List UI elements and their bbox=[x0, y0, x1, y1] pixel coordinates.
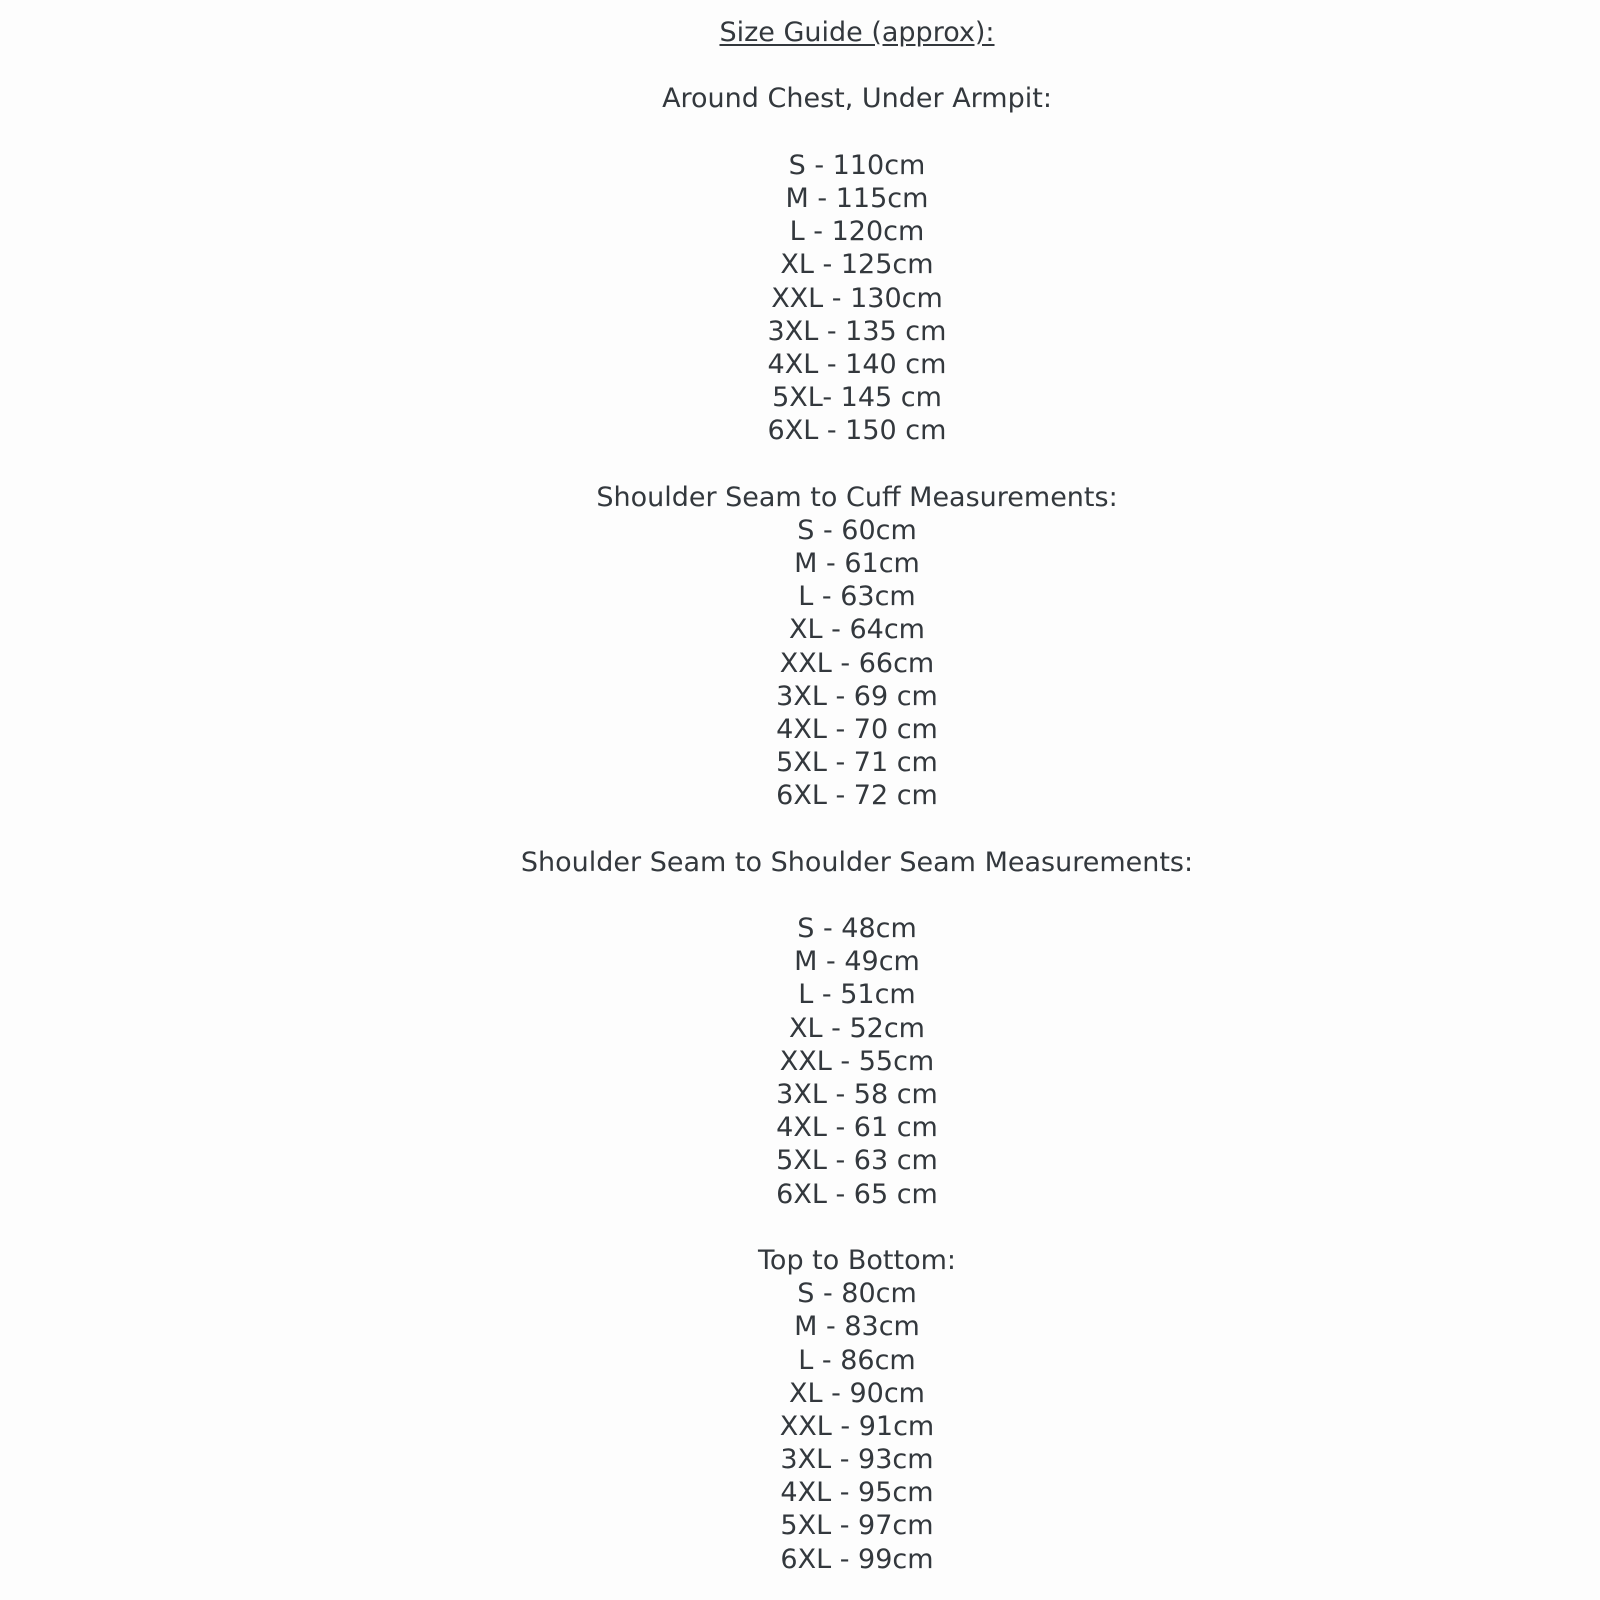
size-measurement-line: 5XL- 145 cm bbox=[772, 382, 942, 414]
blank-line bbox=[114, 116, 1600, 149]
size-measurement-line: L - 51cm bbox=[798, 979, 916, 1011]
size-guide-sections bbox=[114, 49, 1600, 1576]
size-measurement-line: 5XL - 97cm bbox=[780, 1510, 934, 1542]
size-measurement-line: M - 83cm bbox=[794, 1311, 920, 1343]
size-measurement-line: XL - 64cm bbox=[789, 614, 925, 646]
size-measurement-line: 4XL - 70 cm bbox=[776, 713, 938, 745]
size-measurement-line: M - 61cm bbox=[794, 548, 920, 579]
blank-line bbox=[114, 447, 1600, 480]
size-measurement-line: XXL - 91cm bbox=[779, 1410, 935, 1442]
section-heading: Top to Bottom: bbox=[758, 1244, 956, 1276]
blank-line bbox=[114, 49, 1600, 82]
size-measurement-line: XL - 52cm bbox=[789, 1012, 925, 1044]
size-measurement-line: S - 48cm bbox=[797, 913, 917, 945]
size-measurement-line: XXL - 55cm bbox=[779, 1045, 935, 1077]
size-measurement-line: 3XL - 135 cm bbox=[767, 315, 947, 347]
size-measurement-line: 6XL - 150 cm bbox=[767, 415, 947, 447]
size-measurement-line: 5XL - 63 cm bbox=[776, 1145, 938, 1177]
size-guide-document bbox=[114, 0, 1600, 1576]
size-measurement-line: S - 60cm bbox=[797, 514, 917, 546]
size-measurement-line: M - 49cm bbox=[794, 946, 920, 978]
size-measurement-line: L - 120cm bbox=[789, 216, 925, 248]
size-measurement-line: 3XL - 93cm bbox=[780, 1444, 934, 1476]
size-measurement-line: 3XL - 69 cm bbox=[776, 680, 938, 712]
blank-line bbox=[114, 879, 1600, 912]
size-measurement-line: 6XL - 99cm bbox=[780, 1543, 934, 1575]
size-measurement-line: 5XL - 71 cm bbox=[776, 747, 938, 779]
size-measurement-line: 6XL - 72 cm bbox=[776, 780, 938, 812]
section-heading: Shoulder Seam to Shoulder Seam Measurements: bbox=[520, 846, 1194, 878]
section-heading: Around Chest, Under Armpit: bbox=[662, 83, 1052, 115]
size-measurement-line: XXL - 66cm bbox=[779, 647, 935, 679]
size-measurement-line: L - 63cm bbox=[798, 581, 916, 613]
section-heading: Shoulder Seam to Cuff Measurements: bbox=[596, 481, 1118, 513]
size-measurement-line: 3XL - 58 cm bbox=[776, 1079, 938, 1110]
size-measurement-line: M - 115cm bbox=[785, 182, 929, 214]
size-measurement-line: XL - 90cm bbox=[789, 1377, 925, 1409]
size-measurement-line: L - 86cm bbox=[798, 1344, 916, 1376]
size-measurement-line: S - 80cm bbox=[797, 1278, 917, 1310]
size-measurement-line: XL - 125cm bbox=[780, 249, 934, 281]
page-title: Size Guide (approx): bbox=[719, 17, 995, 48]
size-measurement-line: 6XL - 65 cm bbox=[776, 1178, 938, 1210]
size-measurement-line: 4XL - 61 cm bbox=[776, 1112, 938, 1144]
blank-line bbox=[114, 1211, 1600, 1244]
size-measurement-line: XXL - 130cm bbox=[771, 282, 943, 314]
size-measurement-line: 4XL - 140 cm bbox=[767, 348, 947, 380]
size-measurement-line: 4XL - 95cm bbox=[780, 1477, 934, 1509]
blank-line bbox=[114, 813, 1600, 846]
size-measurement-line: S - 110cm bbox=[788, 149, 926, 181]
